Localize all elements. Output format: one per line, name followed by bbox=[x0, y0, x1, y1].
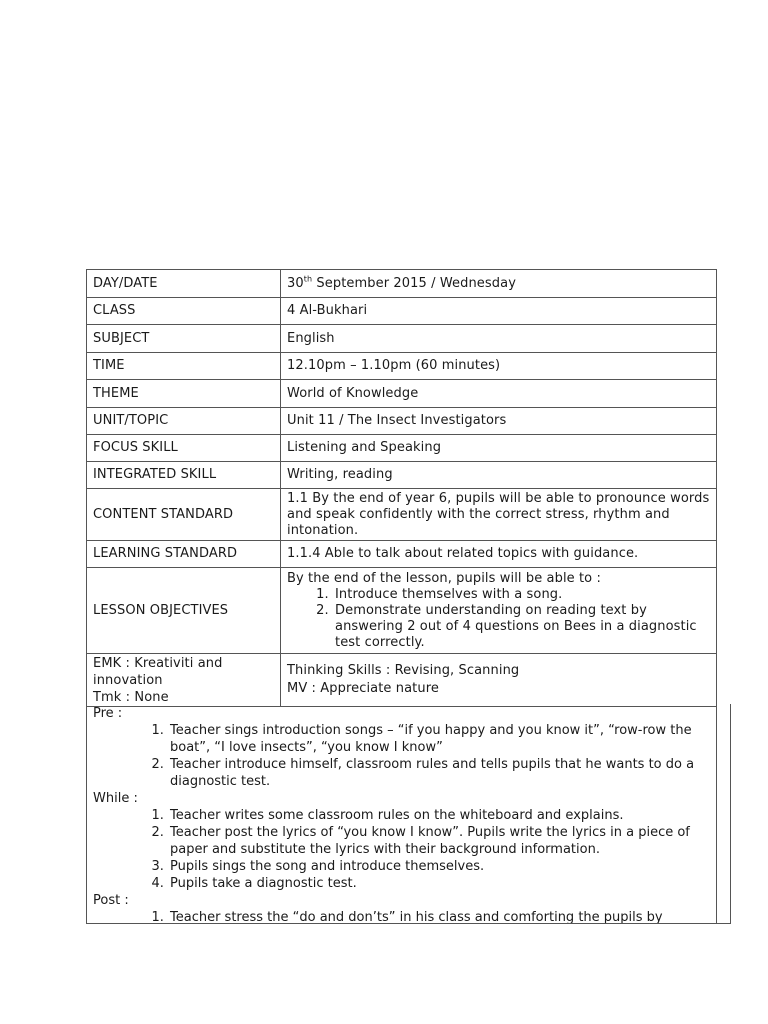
label-integrated-skill: INTEGRATED SKILL bbox=[87, 462, 281, 489]
while-item: 3. Pupils sings the song and introduce themselves. bbox=[168, 858, 724, 875]
lesson-activities-box bbox=[86, 704, 731, 924]
while-item: 4. Pupils take a diagnostic test. bbox=[168, 875, 724, 892]
pre-item: 1. Teacher sings introduction songs – “if you happy and you know it”, “row-row the boat”, “I love insects”, “you know I know” bbox=[168, 722, 724, 756]
row-time bbox=[87, 353, 717, 380]
while-item: 2. Teacher post the lyrics of “you know I know”. Pupils write the lyrics in a piece of paper and substitute the lyrics with their background information. bbox=[168, 824, 724, 858]
objective-item: 2. Demonstrate understanding on reading text by answering 2 out of 4 questions on Bees in a diagnostic test correctly. bbox=[333, 603, 710, 651]
label-focus-skill: FOCUS SKILL bbox=[87, 435, 281, 462]
label-subject: SUBJECT bbox=[87, 325, 281, 353]
objectives-list bbox=[287, 587, 710, 651]
post-label: Post : bbox=[93, 893, 129, 908]
row-lesson-objectives bbox=[87, 568, 717, 654]
row-content-standard bbox=[87, 489, 717, 541]
pre-list bbox=[93, 722, 724, 790]
value-unit-topic: Unit 11 / The Insect Investigators bbox=[281, 408, 717, 435]
while-label: While : bbox=[93, 791, 138, 806]
day-number: 30 bbox=[287, 275, 304, 291]
row-class bbox=[87, 298, 717, 325]
row-day-date bbox=[87, 270, 717, 298]
emk-text: EMK : Kreativiti and innovation bbox=[93, 656, 223, 688]
row-theme bbox=[87, 380, 717, 408]
row-focus-skill bbox=[87, 435, 717, 462]
value-lesson-objectives bbox=[281, 568, 717, 654]
while-list bbox=[93, 807, 724, 892]
post-item: 1. Teacher stress the “do and don’ts” in his class and comforting the pupils by bbox=[168, 909, 724, 924]
lesson-plan-table bbox=[86, 269, 717, 707]
tmk-text: Tmk : None bbox=[93, 690, 169, 705]
value-subject: English bbox=[281, 325, 717, 353]
value-theme: World of Knowledge bbox=[281, 380, 717, 408]
value-content-standard: 1.1 By the end of year 6, pupils will be able to pronounce words and speak confidently with the correct stress, rhythm and intonation. bbox=[281, 489, 717, 541]
label-day-date: DAY/DATE bbox=[87, 270, 281, 298]
label-time: TIME bbox=[87, 353, 281, 380]
value-time: 12.10pm – 1.10pm (60 minutes) bbox=[281, 353, 717, 380]
value-learning-standard: 1.1.4 Able to talk about related topics with guidance. bbox=[281, 541, 717, 568]
label-theme: THEME bbox=[87, 380, 281, 408]
value-day-date bbox=[281, 270, 717, 298]
pre-item: 2. Teacher introduce himself, classroom rules and tells pupils that he wants to do a diagnostic test. bbox=[168, 756, 724, 790]
value-class: 4 Al-Bukhari bbox=[281, 298, 717, 325]
thinking-skills-text: Thinking Skills : Revising, Scanning bbox=[287, 663, 520, 678]
while-item: 1. Teacher writes some classroom rules on the whiteboard and explains. bbox=[168, 807, 724, 824]
row-emk bbox=[87, 654, 717, 707]
row-learning-standard bbox=[87, 541, 717, 568]
label-content-standard: CONTENT STANDARD bbox=[87, 489, 281, 541]
objective-item: 1. Introduce themselves with a song. bbox=[333, 587, 710, 603]
lesson-plan-table-wrapper bbox=[86, 269, 717, 707]
row-integrated-skill bbox=[87, 462, 717, 489]
pre-label: Pre : bbox=[93, 706, 123, 721]
label-unit-topic: UNIT/TOPIC bbox=[87, 408, 281, 435]
date-rest: September 2015 / Wednesday bbox=[312, 275, 516, 291]
moral-values-text: MV : Appreciate nature bbox=[287, 681, 439, 696]
row-subject bbox=[87, 325, 717, 353]
label-lesson-objectives: LESSON OBJECTIVES bbox=[87, 568, 281, 654]
activity-inner-border bbox=[716, 704, 717, 924]
label-learning-standard: LEARNING STANDARD bbox=[87, 541, 281, 568]
day-suffix: th bbox=[303, 274, 313, 284]
objectives-intro: By the end of the lesson, pupils will be able to : bbox=[287, 570, 601, 586]
value-integrated-skill: Writing, reading bbox=[281, 462, 717, 489]
post-list bbox=[93, 909, 724, 924]
emk-cell bbox=[87, 654, 281, 707]
value-focus-skill: Listening and Speaking bbox=[281, 435, 717, 462]
values-thinking-cell bbox=[281, 654, 717, 707]
row-unit-topic bbox=[87, 408, 717, 435]
label-class: CLASS bbox=[87, 298, 281, 325]
